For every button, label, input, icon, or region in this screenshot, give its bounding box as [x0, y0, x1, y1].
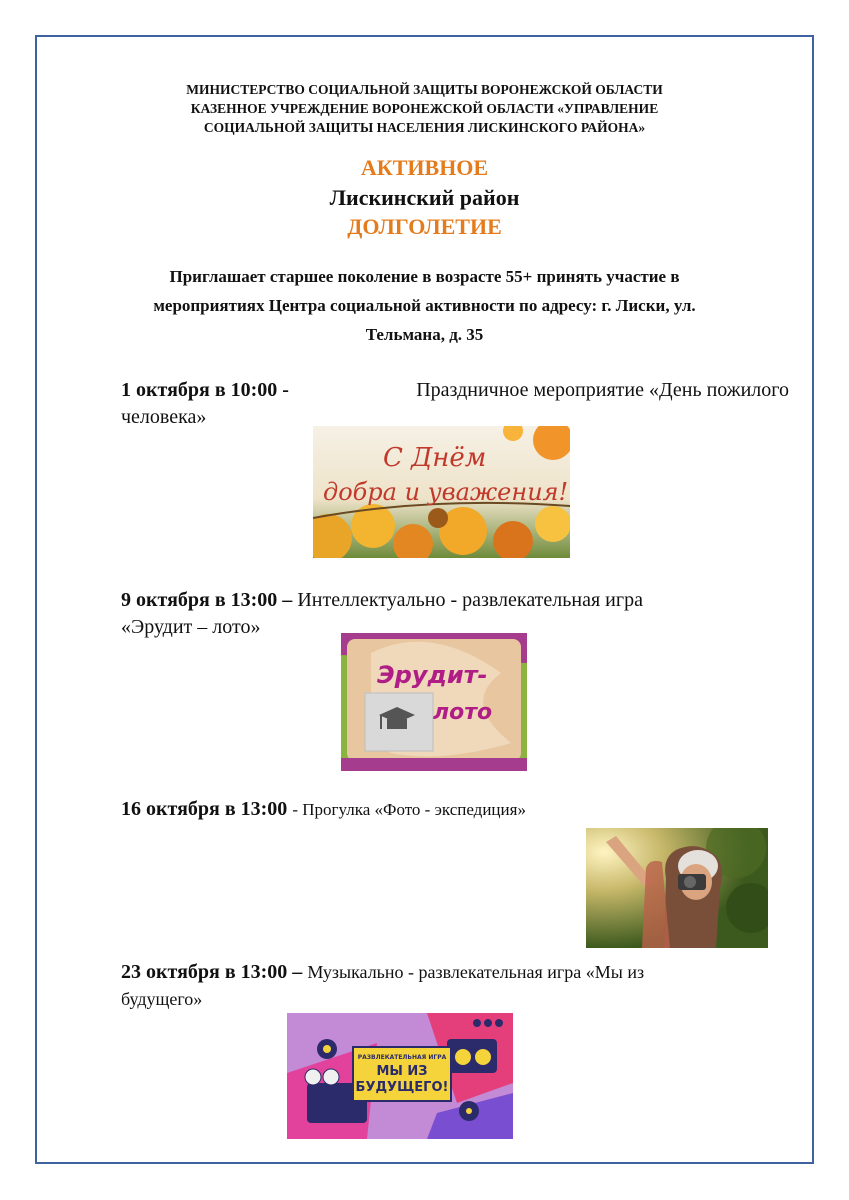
image-caption: Эрудит- — [377, 661, 488, 689]
future-game-image — [287, 1013, 513, 1139]
event-description: Интеллектуально - развлекательная игра — [297, 589, 643, 611]
invitation-text — [110, 262, 739, 349]
title-active: АКТИВНОЕ — [360, 155, 489, 180]
title-district: Лискинский район — [329, 185, 520, 210]
image-caption: С Днём — [383, 443, 487, 473]
event-date: 1 октября в 10:00 - — [121, 379, 289, 401]
image-caption: добра и уважения! — [323, 478, 569, 506]
event-description-cont: «Эрудит – лото» — [121, 616, 261, 638]
invite-line: мероприятиях Центра социальной активности по адресу: г. Лиски, ул. — [153, 296, 696, 315]
header-line: МИНИСТЕРСТВО СОЦИАЛЬНОЙ ЗАЩИТЫ ВОРОНЕЖСКОЙ ОБЛАСТИ — [186, 82, 663, 97]
image-caption: МЫ ИЗ — [376, 1064, 428, 1079]
event-description-cont: будущего» — [121, 989, 203, 1009]
invite-line: Тельмана, д. 35 — [365, 325, 484, 344]
image-caption: лото — [433, 700, 493, 725]
event-item — [121, 796, 789, 823]
title-longevity: ДОЛГОЛЕТИЕ — [347, 214, 502, 239]
event-description: Музыкально - развлекательная игра «Мы из — [307, 962, 645, 982]
event-description: - Прогулка «Фото - экспедиция» — [292, 800, 526, 819]
event-item — [121, 959, 789, 1013]
erudit-loto-image — [341, 633, 527, 771]
header-line: СОЦИАЛЬНОЙ ЗАЩИТЫ НАСЕЛЕНИЯ ЛИСКИНСКОГО РАЙОНА» — [203, 120, 646, 135]
image-caption: РАЗВЛЕКАТЕЛЬНАЯ ИГРА — [357, 1054, 447, 1061]
header-line: КАЗЕННОЕ УЧРЕЖДЕНИЕ ВОРОНЕЖСКОЙ ОБЛАСТИ «УПРАВЛЕНИЕ — [190, 101, 659, 116]
image-caption: БУДУЩЕГО! — [355, 1080, 449, 1095]
autumn-leaves-image — [313, 426, 570, 558]
event-item — [121, 377, 789, 431]
invite-line: Приглашает старшее поколение в возрасте 55+ принять участие в — [169, 267, 680, 286]
event-date: 23 октября в 13:00 – — [121, 961, 303, 983]
event-date: 9 октября в 13:00 – — [121, 589, 293, 611]
event-description: Праздничное мероприятие «День пожилого — [416, 379, 789, 401]
ministry-header — [100, 80, 749, 137]
photo-expedition-image — [586, 828, 768, 948]
event-description-cont: человека» — [121, 406, 207, 428]
event-date: 16 октября в 13:00 — [121, 798, 288, 820]
